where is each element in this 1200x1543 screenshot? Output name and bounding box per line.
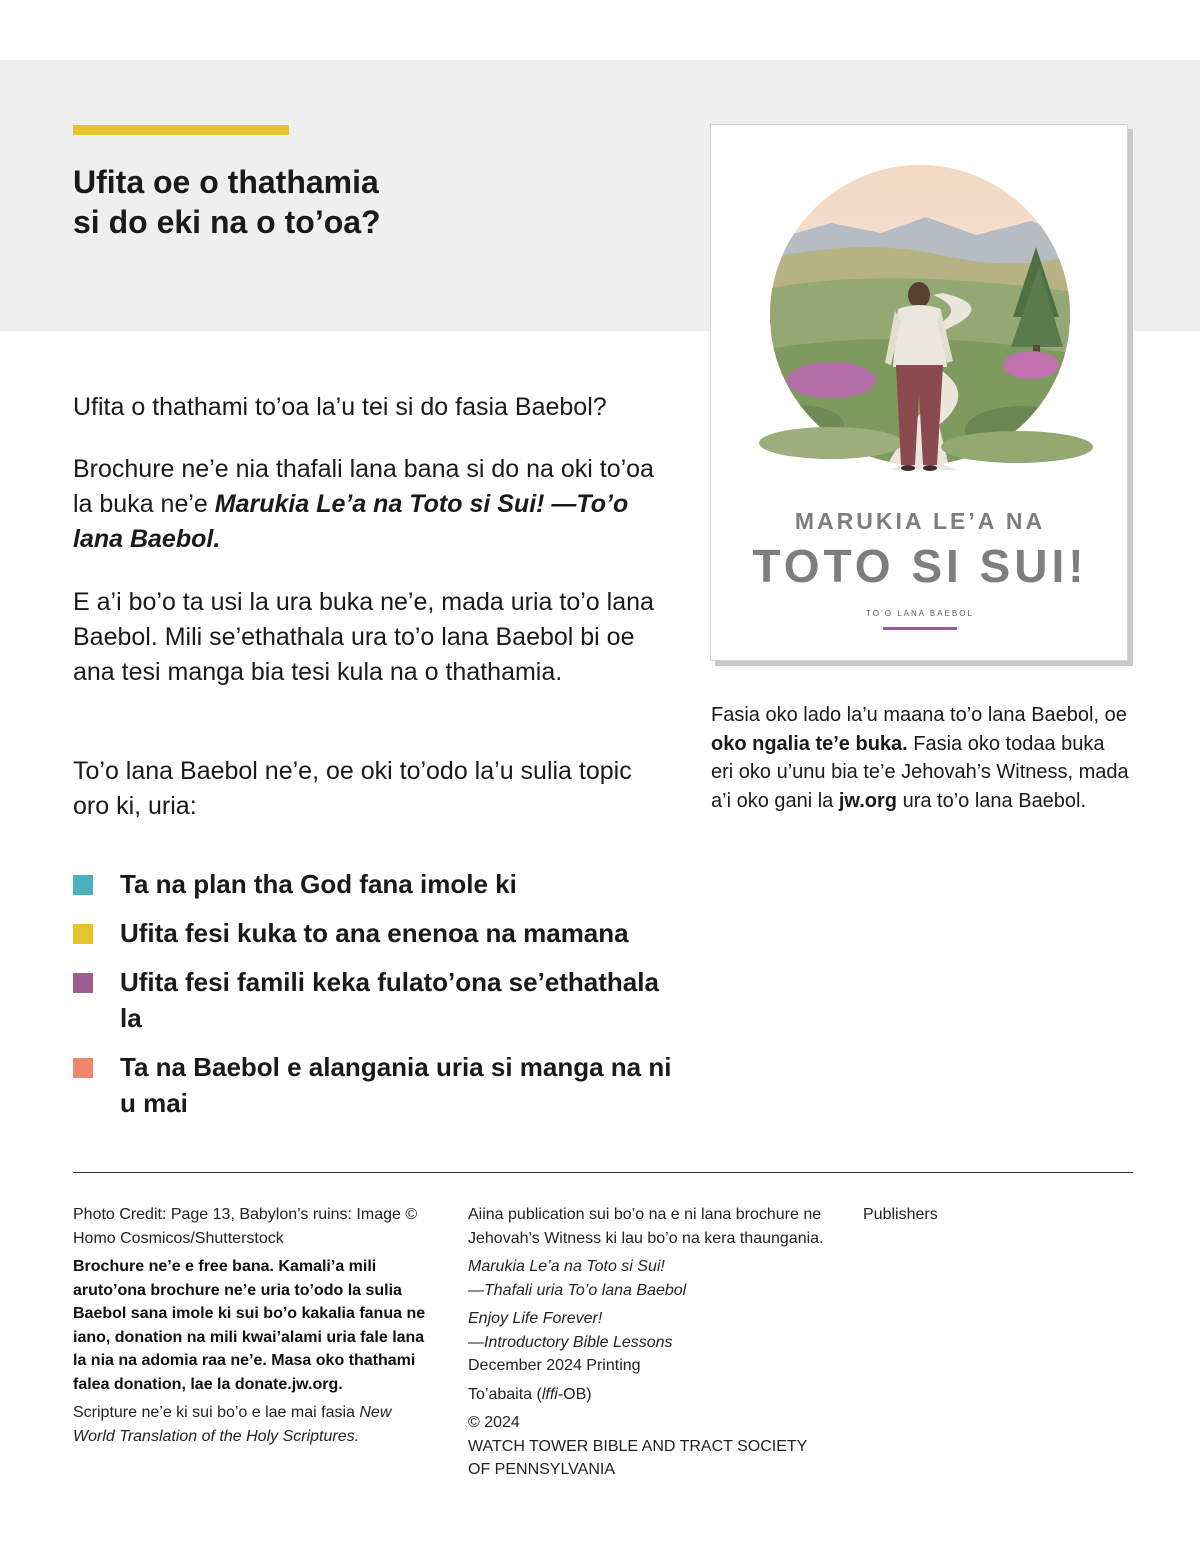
local-title: [468, 1255, 828, 1302]
topic-text: Ufita fesi famili keka fulato’ona se’ethathala la: [120, 967, 659, 1033]
cover-title: TOTO SI SUI!: [752, 540, 1088, 592]
page-title: [73, 162, 633, 242]
intro-topics-lead: To’o lana Baebol ne’e, oe oki to’odo la’u sulia topic oro ki, uria:: [73, 757, 632, 820]
publisher-org-line2: OF PENNSYLVANIA: [468, 1461, 615, 1478]
english-title-line1: Enjoy Life Forever!: [468, 1310, 603, 1327]
publishers-label: Publishers: [863, 1206, 938, 1223]
topic-text: Ufita fesi kuka to ana enenoa na mamana: [120, 918, 629, 948]
accent-bar: [73, 125, 289, 135]
publisher-org-line1: WATCH TOWER BIBLE AND TRACT SOCIETY: [468, 1437, 808, 1455]
side-note-text-2: Fasia oko todaa buka eri oko u’unu bia te’e Jehovah’s Witness, mada a’i oko gani la: [711, 732, 1129, 812]
bullet-square: [73, 924, 93, 944]
book-title: Marukia Le’a na Toto si Sui! —To’o lana Baebol.: [73, 490, 629, 553]
page-title-line2: si do eki na o to’oa?: [73, 204, 381, 240]
footer-column-2: [468, 1203, 828, 1487]
topic-item: [73, 964, 673, 1036]
topic-list: [73, 866, 673, 1134]
footer-column-1: [73, 1203, 433, 1453]
footer-divider: [73, 1172, 1133, 1173]
jw-org-link[interactable]: jw.org: [838, 789, 898, 812]
language-code-suffix: -OB): [557, 1385, 592, 1403]
scripture-title: New World Translation of the Holy Scriptures.: [73, 1404, 392, 1445]
cover-rule: [883, 627, 957, 630]
language-code: [468, 1383, 828, 1407]
bullet-square: [73, 973, 93, 993]
bullet-square: [73, 1058, 93, 1078]
intro-brochure: [73, 452, 673, 557]
topic-item: [73, 1049, 673, 1121]
intro-lessons: E a’i bo’o ta usi la ura buka ne’e, mada uria to’o lana Baebol. Mili se’ethathala ura to’o lana Baebol bi oe ana tesi manga bia tesi kula na o thathamia.: [73, 588, 654, 686]
page-title-line1: Ufita oe o thathamia: [73, 164, 379, 200]
local-title-line2: —Thafali uria To’o lana Baebol: [468, 1281, 687, 1299]
copyright: [468, 1411, 828, 1482]
side-note-text: Fasia oko lado la’u maana to’o lana Baebol, oe: [711, 704, 1127, 726]
bullet-square: [73, 875, 93, 895]
photo-credit: Photo Credit: Page 13, Babylon’s ruins: Image © Homo Cosmicos/Shutterstock: [73, 1206, 418, 1247]
topic-item: [73, 915, 673, 951]
english-title: [468, 1307, 828, 1378]
side-note-emphasis: oko ngalia te’e buka.: [711, 732, 908, 755]
book-cover: [710, 124, 1128, 661]
intro-question: Ufita o thathami to’oa la’u tei si do fasia Baebol?: [73, 393, 607, 421]
scripture-note: [73, 1401, 433, 1448]
english-title-line2: —Introductory Bible Lessons: [468, 1333, 673, 1351]
local-title-line1: Marukia Le’a na Toto si Sui!: [468, 1258, 665, 1275]
topic-text: Ta na Baebol e alangania uria si manga na ni u mai: [120, 1052, 672, 1118]
footer-column-3: [863, 1203, 1123, 1232]
language-name: To’abaita (: [468, 1385, 542, 1403]
side-note-text-3: ura to’o lana Baebol.: [897, 789, 1087, 812]
cover-kicker: MARUKIA LE’A NA: [794, 508, 1046, 534]
topic-text: Ta na plan tha God fana imole ki: [120, 869, 517, 899]
copyright-year: © 2024: [468, 1414, 520, 1431]
donation-note: Brochure ne’e e free bana. Kamali’a mili aruto’ona brochure ne’e uria to’odo la sulia Baebol sana imole ki sui bo’o kakalia fanua ne iano, donation na mili kwai’alami uria fale lana la nia na adomia raa ne’e. Masa oko thathami falea donation, lae la donate.jw.org.: [73, 1258, 426, 1393]
scripture-text: Scripture ne’e ki sui bo’o e lae mai fasia: [73, 1404, 360, 1421]
intro-brochure-text: Brochure ne’e nia thafali lana bana si do na oki to’oa la buka ne’e: [73, 455, 654, 518]
side-note: [711, 701, 1131, 815]
language-code-value: lffi: [541, 1385, 558, 1403]
cover-subtitle: TO’O LANA BAEBOL: [866, 609, 974, 618]
publication-note: Aiina publication sui bo’o na e ni lana brochure ne Jehovah’s Witness ki lau bo’o na kera thaungania.: [468, 1206, 824, 1247]
topic-item: [73, 866, 673, 902]
printing-date: December 2024 Printing: [468, 1357, 641, 1374]
